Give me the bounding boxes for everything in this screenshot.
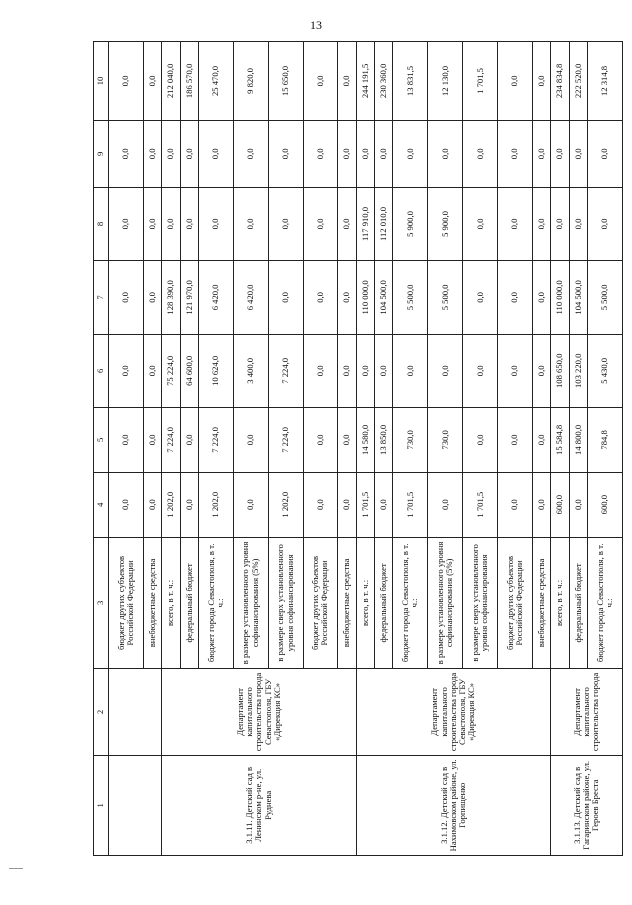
value-cell: 234 834,8 xyxy=(551,42,569,121)
value-cell: 0,0 xyxy=(109,472,144,537)
value-cell: 110 000,0 xyxy=(356,261,374,334)
value-cell: 0,0 xyxy=(143,472,161,537)
value-cell: 7 224,0 xyxy=(162,408,180,473)
value-cell: 0,0 xyxy=(198,120,233,187)
value-cell: 0,0 xyxy=(498,42,533,121)
value-cell: 0,0 xyxy=(532,408,550,473)
value-cell: 0,0 xyxy=(532,120,550,187)
value-cell: 730,0 xyxy=(428,408,463,473)
value-cell: 108 650,0 xyxy=(551,334,569,407)
value-cell: 0,0 xyxy=(338,408,356,473)
funding-source-cell: всего, в т. ч.: xyxy=(356,537,374,669)
value-cell: 0,0 xyxy=(569,187,587,260)
value-cell: 0,0 xyxy=(268,261,303,334)
value-cell: 0,0 xyxy=(109,120,144,187)
funding-source-cell: в размере установленного уровня софинансирования (5%) xyxy=(233,537,268,669)
value-cell: 186 570,0 xyxy=(180,42,198,121)
value-cell: 14 800,0 xyxy=(569,408,587,473)
value-cell: 104 500,0 xyxy=(569,261,587,334)
header-cell: 7 xyxy=(94,261,109,334)
value-cell: 5 500,0 xyxy=(587,261,622,334)
header-cell: 1 xyxy=(94,755,109,855)
rotated-table-wrapper xyxy=(93,41,623,856)
value-cell: 6 420,0 xyxy=(198,261,233,334)
value-cell: 222 520,0 xyxy=(569,42,587,121)
funding-source-cell: бюджет города Севастополя, в т. ч.: xyxy=(587,537,622,669)
value-cell: 1 202,0 xyxy=(268,472,303,537)
value-cell: 0,0 xyxy=(338,187,356,260)
value-cell: 0,0 xyxy=(143,408,161,473)
value-cell: 0,0 xyxy=(233,408,268,473)
value-cell: 0,0 xyxy=(303,261,338,334)
value-cell: 0,0 xyxy=(180,408,198,473)
value-cell: 0,0 xyxy=(109,187,144,260)
table-row xyxy=(109,42,144,856)
value-cell: 1 202,0 xyxy=(162,472,180,537)
value-cell: 0,0 xyxy=(463,408,498,473)
value-cell: 0,0 xyxy=(338,42,356,121)
funding-source-cell: федеральный бюджет xyxy=(375,537,393,669)
value-cell: 104 500,0 xyxy=(375,261,393,334)
value-cell: 0,0 xyxy=(375,334,393,407)
value-cell: 3 400,0 xyxy=(233,334,268,407)
value-cell: 212 040,0 xyxy=(162,42,180,121)
value-cell: 0,0 xyxy=(303,334,338,407)
margin-mark xyxy=(9,868,23,869)
value-cell: 0,0 xyxy=(268,120,303,187)
value-cell: 0,0 xyxy=(162,187,180,260)
value-cell: 0,0 xyxy=(268,187,303,260)
funding-source-cell: всего, в т. ч.: xyxy=(551,537,569,669)
value-cell: 0,0 xyxy=(569,472,587,537)
value-cell: 0,0 xyxy=(303,472,338,537)
value-cell: 0,0 xyxy=(393,120,428,187)
header-cell: 2 xyxy=(94,669,109,755)
value-cell: 0,0 xyxy=(428,472,463,537)
value-cell: 6 420,0 xyxy=(233,261,268,334)
value-cell: 0,0 xyxy=(143,42,161,121)
value-cell: 5 500,0 xyxy=(428,261,463,334)
value-cell: 600,0 xyxy=(551,472,569,537)
value-cell: 0,0 xyxy=(532,472,550,537)
value-cell: 0,0 xyxy=(109,261,144,334)
value-cell: 1 701,5 xyxy=(356,472,374,537)
value-cell: 5 900,0 xyxy=(428,187,463,260)
value-cell: 13 850,0 xyxy=(375,408,393,473)
project-name-cell: 3.1.11. Детский сад в Ленинском р-не, ул. Руднева xyxy=(162,755,357,855)
value-cell: 600,0 xyxy=(587,472,622,537)
value-cell: 1 701,5 xyxy=(463,42,498,121)
value-cell: 121 970,0 xyxy=(180,261,198,334)
value-cell: 0,0 xyxy=(463,187,498,260)
funding-source-cell: федеральный бюджет xyxy=(569,537,587,669)
value-cell: 5 500,0 xyxy=(393,261,428,334)
value-cell: 7 224,0 xyxy=(198,408,233,473)
value-cell: 0,0 xyxy=(569,120,587,187)
value-cell: 730,0 xyxy=(393,408,428,473)
funding-source-cell: внебюджетные средства xyxy=(143,537,161,669)
value-cell: 0,0 xyxy=(109,408,144,473)
value-cell: 1 701,5 xyxy=(463,472,498,537)
value-cell: 0,0 xyxy=(428,120,463,187)
value-cell: 14 580,0 xyxy=(356,408,374,473)
value-cell: 25 470,0 xyxy=(198,42,233,121)
value-cell: 13 831,5 xyxy=(393,42,428,121)
header-cell: 4 xyxy=(94,472,109,537)
funding-source-cell: всего, в т. ч.: xyxy=(162,537,180,669)
value-cell: 0,0 xyxy=(498,261,533,334)
value-cell: 0,0 xyxy=(532,334,550,407)
value-cell: 0,0 xyxy=(532,42,550,121)
value-cell: 5 900,0 xyxy=(393,187,428,260)
value-cell: 0,0 xyxy=(180,472,198,537)
value-cell: 0,0 xyxy=(393,334,428,407)
value-cell: 0,0 xyxy=(143,120,161,187)
value-cell: 0,0 xyxy=(143,187,161,260)
value-cell: 0,0 xyxy=(587,120,622,187)
value-cell: 0,0 xyxy=(338,472,356,537)
value-cell: 0,0 xyxy=(109,42,144,121)
value-cell: 0,0 xyxy=(587,187,622,260)
value-cell: 0,0 xyxy=(303,187,338,260)
value-cell: 0,0 xyxy=(143,261,161,334)
project-name-cell xyxy=(109,755,162,855)
value-cell: 0,0 xyxy=(162,120,180,187)
funding-source-cell: в размере сверх установленного уровня софинансирования xyxy=(268,537,303,669)
header-row xyxy=(94,42,109,856)
value-cell: 0,0 xyxy=(303,408,338,473)
executor-cell: Департамент капитального строительства города Севастополя, ГБУ «Дирекция КС» xyxy=(162,669,357,755)
table-row xyxy=(162,42,180,856)
funding-source-cell: бюджет других субъектов Российской Федерации xyxy=(498,537,533,669)
value-cell: 7 224,0 xyxy=(268,408,303,473)
header-cell: 6 xyxy=(94,334,109,407)
value-cell: 0,0 xyxy=(463,261,498,334)
value-cell: 0,0 xyxy=(463,120,498,187)
value-cell: 0,0 xyxy=(233,187,268,260)
project-name-cell: 3.1.12. Детский сад в Нахимовском районе, ул. Горпищенко xyxy=(356,755,551,855)
header-cell: 8 xyxy=(94,187,109,260)
value-cell: 1 701,5 xyxy=(393,472,428,537)
value-cell: 9 820,0 xyxy=(233,42,268,121)
value-cell: 12 314,8 xyxy=(587,42,622,121)
value-cell: 0,0 xyxy=(375,472,393,537)
value-cell: 0,0 xyxy=(498,187,533,260)
table-row xyxy=(551,42,569,856)
value-cell: 75 224,0 xyxy=(162,334,180,407)
header-cell: 10 xyxy=(94,42,109,121)
funding-source-cell: бюджет других субъектов Российской Федерации xyxy=(109,537,144,669)
value-cell: 7 224,0 xyxy=(268,334,303,407)
value-cell: 103 220,0 xyxy=(569,334,587,407)
budget-table xyxy=(93,41,623,856)
funding-source-cell: федеральный бюджет xyxy=(180,537,198,669)
value-cell: 244 191,5 xyxy=(356,42,374,121)
value-cell: 0,0 xyxy=(338,334,356,407)
executor-cell: Департамент капитального строительства города xyxy=(551,669,623,755)
value-cell: 1 202,0 xyxy=(198,472,233,537)
value-cell: 784,8 xyxy=(587,408,622,473)
header-cell: 3 xyxy=(94,537,109,669)
value-cell: 0,0 xyxy=(180,120,198,187)
value-cell: 0,0 xyxy=(498,472,533,537)
value-cell: 0,0 xyxy=(109,334,144,407)
value-cell: 0,0 xyxy=(338,120,356,187)
value-cell: 5 430,0 xyxy=(587,334,622,407)
funding-source-cell: бюджет города Севастополя, в т. ч.: xyxy=(393,537,428,669)
value-cell: 0,0 xyxy=(375,120,393,187)
value-cell: 0,0 xyxy=(143,334,161,407)
value-cell: 0,0 xyxy=(198,187,233,260)
project-name-cell: 3.1.13. Детский сад в Гагаринском районе, ул. Героев Бреста xyxy=(551,755,623,855)
header-cell: 9 xyxy=(94,120,109,187)
value-cell: 12 130,0 xyxy=(428,42,463,121)
value-cell: 15 650,0 xyxy=(268,42,303,121)
value-cell: 0,0 xyxy=(551,120,569,187)
value-cell: 0,0 xyxy=(428,334,463,407)
value-cell: 230 360,0 xyxy=(375,42,393,121)
value-cell: 0,0 xyxy=(498,408,533,473)
table-row xyxy=(356,42,374,856)
funding-source-cell: бюджет города Севастополя, в т. ч.: xyxy=(198,537,233,669)
funding-source-cell: внебюджетные средства xyxy=(338,537,356,669)
value-cell: 0,0 xyxy=(303,120,338,187)
value-cell: 0,0 xyxy=(356,334,374,407)
value-cell: 64 600,0 xyxy=(180,334,198,407)
value-cell: 0,0 xyxy=(338,261,356,334)
value-cell: 0,0 xyxy=(498,120,533,187)
value-cell: 0,0 xyxy=(303,42,338,121)
value-cell: 0,0 xyxy=(233,120,268,187)
funding-source-cell: внебюджетные средства xyxy=(532,537,550,669)
value-cell: 128 390,0 xyxy=(162,261,180,334)
funding-source-cell: в размере установленного уровня софинансирования (5%) xyxy=(428,537,463,669)
value-cell: 0,0 xyxy=(233,472,268,537)
value-cell: 0,0 xyxy=(532,187,550,260)
value-cell: 117 910,0 xyxy=(356,187,374,260)
value-cell: 0,0 xyxy=(356,120,374,187)
page-number: 13 xyxy=(310,18,322,32)
value-cell: 10 624,0 xyxy=(198,334,233,407)
value-cell: 0,0 xyxy=(551,187,569,260)
funding-source-cell: бюджет других субъектов Российской Федерации xyxy=(303,537,338,669)
executor-cell: Департамент капитального строительства города Севастополя, ГБУ «Дирекция КС» xyxy=(356,669,551,755)
value-cell: 110 000,0 xyxy=(551,261,569,334)
executor-cell xyxy=(109,669,162,755)
value-cell: 15 584,8 xyxy=(551,408,569,473)
value-cell: 0,0 xyxy=(180,187,198,260)
value-cell: 0,0 xyxy=(463,334,498,407)
value-cell: 0,0 xyxy=(532,261,550,334)
value-cell: 0,0 xyxy=(498,334,533,407)
funding-source-cell: в размере сверх установленного уровня софинансирования xyxy=(463,537,498,669)
value-cell: 112 010,0 xyxy=(375,187,393,260)
header-cell: 5 xyxy=(94,408,109,473)
